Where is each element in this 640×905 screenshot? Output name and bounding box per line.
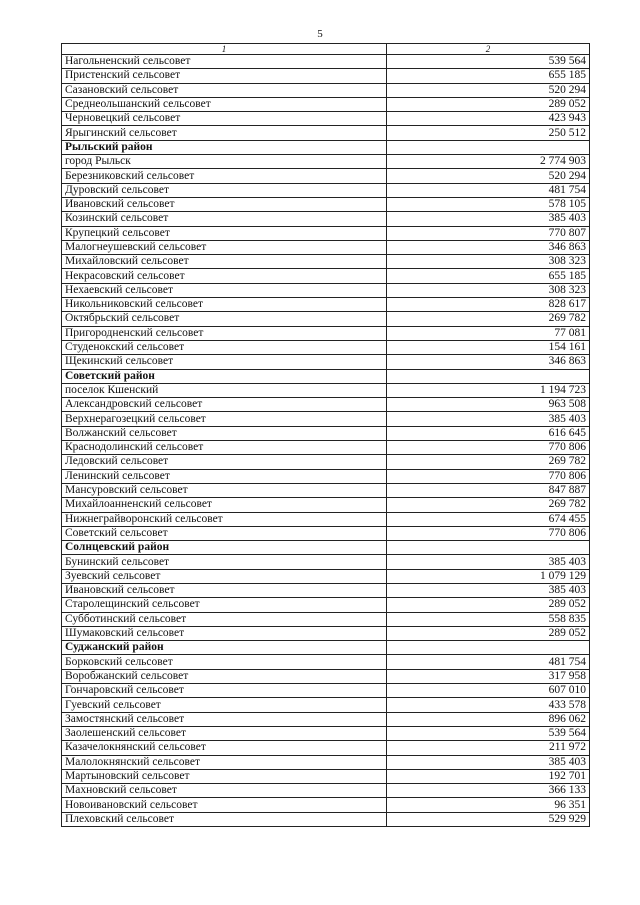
municipality-name: Мансуровский сельсовет (62, 483, 387, 497)
municipality-name: Нижнеграйворонский сельсовет (62, 512, 387, 526)
amount-cell: 289 052 (387, 626, 590, 640)
district-row (62, 641, 590, 655)
table-row (62, 655, 590, 669)
municipality-name: Старолещинский сельсовет (62, 598, 387, 612)
table-row (62, 212, 590, 226)
municipality-name: Новоивановский сельсовет (62, 798, 387, 812)
table-row (62, 812, 590, 826)
table-row (62, 112, 590, 126)
district-row (62, 541, 590, 555)
table-row (62, 169, 590, 183)
table-row (62, 769, 590, 783)
table-row (62, 569, 590, 583)
table-row (62, 483, 590, 497)
amount-cell: 385 403 (387, 212, 590, 226)
municipality-name: Михайловский сельсовет (62, 255, 387, 269)
municipality-name: Никольниковский сельсовет (62, 298, 387, 312)
amount-cell: 96 351 (387, 798, 590, 812)
table-row (62, 398, 590, 412)
district-name: Солнцевский район (62, 541, 387, 555)
amount-cell: 385 403 (387, 555, 590, 569)
table-row (62, 798, 590, 812)
amount-cell: 539 564 (387, 726, 590, 740)
amount-cell: 433 578 (387, 698, 590, 712)
amount-cell: 616 645 (387, 426, 590, 440)
amount-cell: 1 079 129 (387, 569, 590, 583)
amount-cell: 385 403 (387, 583, 590, 597)
municipality-name: Пригородненский сельсовет (62, 326, 387, 340)
municipality-name: Казачелокнянский сельсовет (62, 741, 387, 755)
table-row (62, 197, 590, 211)
amount-cell: 211 972 (387, 741, 590, 755)
table-row (62, 726, 590, 740)
amount-cell: 366 133 (387, 784, 590, 798)
district-row (62, 140, 590, 154)
district-name: Рыльский район (62, 140, 387, 154)
municipality-name: Бунинский сельсовет (62, 555, 387, 569)
table-row (62, 155, 590, 169)
amount-cell: 558 835 (387, 612, 590, 626)
amount-cell: 289 052 (387, 598, 590, 612)
municipality-name: Студенокский сельсовет (62, 340, 387, 354)
page-number: 5 (317, 28, 323, 40)
table-row (62, 555, 590, 569)
table-row (62, 669, 590, 683)
column-header: 1 (62, 44, 387, 55)
table-row (62, 255, 590, 269)
municipality-name: Черновецкий сельсовет (62, 112, 387, 126)
table-row (62, 583, 590, 597)
amount-cell: 289 052 (387, 97, 590, 111)
table-row (62, 412, 590, 426)
table-row (62, 626, 590, 640)
municipality-name: Ярыгинский сельсовет (62, 126, 387, 140)
amount-cell: 963 508 (387, 398, 590, 412)
municipality-name: Ивановский сельсовет (62, 583, 387, 597)
municipality-name: Малолокнянский сельсовет (62, 755, 387, 769)
table-row (62, 512, 590, 526)
amount-cell: 828 617 (387, 298, 590, 312)
municipality-name: Ивановский сельсовет (62, 197, 387, 211)
municipality-name: Березниковский сельсовет (62, 169, 387, 183)
table-row (62, 383, 590, 397)
amount-cell: 385 403 (387, 412, 590, 426)
municipality-name: Мартыновский сельсовет (62, 769, 387, 783)
municipality-name: Михайлоанненский сельсовет (62, 498, 387, 512)
amount-cell: 607 010 (387, 684, 590, 698)
table-row (62, 298, 590, 312)
municipality-name: Советский сельсовет (62, 526, 387, 540)
municipality-name: Козинский сельсовет (62, 212, 387, 226)
municipality-name: Плеховский сельсовет (62, 812, 387, 826)
amount-cell (387, 140, 590, 154)
table-row (62, 598, 590, 612)
amount-cell: 770 806 (387, 526, 590, 540)
municipality-name: Пристенский сельсовет (62, 69, 387, 83)
amount-cell: 529 929 (387, 812, 590, 826)
table-row (62, 355, 590, 369)
amount-cell: 77 081 (387, 326, 590, 340)
district-name: Советский район (62, 369, 387, 383)
municipality-name: Шумаковский сельсовет (62, 626, 387, 640)
table-row (62, 426, 590, 440)
table-row (62, 698, 590, 712)
column-header: 2 (387, 44, 590, 55)
table-header-row (62, 44, 590, 55)
municipality-name: Верхнерагозецкий сельсовет (62, 412, 387, 426)
table-row (62, 612, 590, 626)
municipality-name: Щекинский сельсовет (62, 355, 387, 369)
municipality-name: Нехаевский сельсовет (62, 283, 387, 297)
municipality-name: Волжанский сельсовет (62, 426, 387, 440)
table-row (62, 455, 590, 469)
table-row (62, 498, 590, 512)
table-body (62, 55, 590, 827)
amount-cell (387, 641, 590, 655)
amount-cell: 269 782 (387, 455, 590, 469)
table-row (62, 226, 590, 240)
amount-cell: 770 806 (387, 441, 590, 455)
municipality-name: Дуровский сельсовет (62, 183, 387, 197)
amount-cell: 346 863 (387, 355, 590, 369)
municipality-name: город Рыльск (62, 155, 387, 169)
municipality-name: Краснодолинский сельсовет (62, 441, 387, 455)
municipality-name: Борковский сельсовет (62, 655, 387, 669)
municipality-name: Ленинский сельсовет (62, 469, 387, 483)
municipality-name: Некрасовский сельсовет (62, 269, 387, 283)
municipality-name: Нагольненский сельсовет (62, 55, 387, 69)
amount-cell: 481 754 (387, 183, 590, 197)
municipality-name: Ледовский сельсовет (62, 455, 387, 469)
amount-cell: 308 323 (387, 283, 590, 297)
amount-cell: 674 455 (387, 512, 590, 526)
amount-cell: 770 806 (387, 469, 590, 483)
table-row (62, 784, 590, 798)
amount-cell: 317 958 (387, 669, 590, 683)
amount-cell: 770 807 (387, 226, 590, 240)
amount-cell: 385 403 (387, 755, 590, 769)
municipality-name: Октябрьский сельсовет (62, 312, 387, 326)
municipality-name: Среднеольшанский сельсовет (62, 97, 387, 111)
table-row (62, 126, 590, 140)
district-name: Суджанский район (62, 641, 387, 655)
table-row (62, 283, 590, 297)
table-row (62, 469, 590, 483)
table-row (62, 83, 590, 97)
municipality-name: Крупецкий сельсовет (62, 226, 387, 240)
table-row (62, 441, 590, 455)
table-row (62, 240, 590, 254)
amount-cell: 1 194 723 (387, 383, 590, 397)
table-row (62, 741, 590, 755)
amount-cell: 655 185 (387, 69, 590, 83)
amount-cell (387, 369, 590, 383)
amount-cell: 250 512 (387, 126, 590, 140)
amount-cell: 655 185 (387, 269, 590, 283)
table-row (62, 526, 590, 540)
table-row (62, 684, 590, 698)
amount-cell: 539 564 (387, 55, 590, 69)
amount-cell: 154 161 (387, 340, 590, 354)
amount-cell (387, 541, 590, 555)
municipality-name: Субботинский сельсовет (62, 612, 387, 626)
amount-cell: 520 294 (387, 83, 590, 97)
municipality-name: Гончаровский сельсовет (62, 684, 387, 698)
amount-cell: 520 294 (387, 169, 590, 183)
table-row (62, 55, 590, 69)
amount-cell: 2 774 903 (387, 155, 590, 169)
table-row (62, 269, 590, 283)
municipality-name: Зуевский сельсовет (62, 569, 387, 583)
table-row (62, 712, 590, 726)
amount-cell: 481 754 (387, 655, 590, 669)
table-row (62, 183, 590, 197)
municipality-name: Гуевский сельсовет (62, 698, 387, 712)
municipality-name: Воробжанский сельсовет (62, 669, 387, 683)
amount-cell: 192 701 (387, 769, 590, 783)
amount-cell: 308 323 (387, 255, 590, 269)
budget-table (61, 43, 590, 827)
municipality-name: поселок Кшенский (62, 383, 387, 397)
amount-cell: 269 782 (387, 312, 590, 326)
table-row (62, 340, 590, 354)
municipality-name: Махновский сельсовет (62, 784, 387, 798)
table-row (62, 755, 590, 769)
municipality-name: Сазановский сельсовет (62, 83, 387, 97)
district-row (62, 369, 590, 383)
municipality-name: Замостянский сельсовет (62, 712, 387, 726)
amount-cell: 423 943 (387, 112, 590, 126)
table-row (62, 326, 590, 340)
amount-cell: 346 863 (387, 240, 590, 254)
amount-cell: 847 887 (387, 483, 590, 497)
amount-cell: 269 782 (387, 498, 590, 512)
amount-cell: 896 062 (387, 712, 590, 726)
table-row (62, 312, 590, 326)
municipality-name: Александровский сельсовет (62, 398, 387, 412)
municipality-name: Малогнеушевский сельсовет (62, 240, 387, 254)
municipality-name: Заолешенский сельсовет (62, 726, 387, 740)
table-row (62, 69, 590, 83)
table-row (62, 97, 590, 111)
amount-cell: 578 105 (387, 197, 590, 211)
